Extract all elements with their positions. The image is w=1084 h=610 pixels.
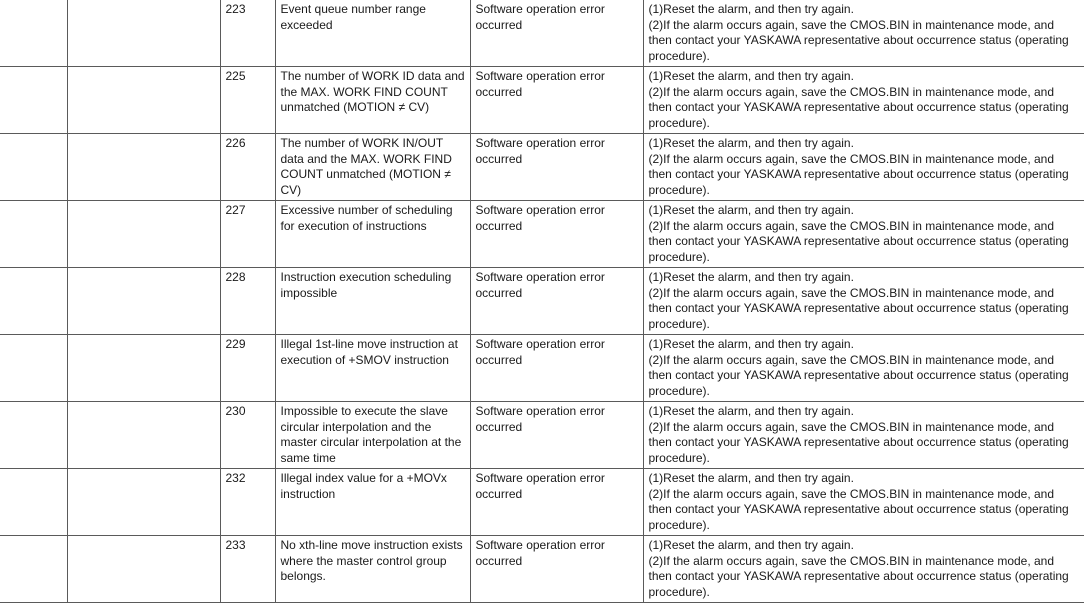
sub-code-cell: 225 [220, 67, 275, 134]
cause-cell: Software operation error occurred [470, 134, 643, 201]
description-cell: No xth-line move instruction exists where the master control group belongs. [275, 536, 470, 603]
sub-code-cell: 230 [220, 402, 275, 469]
cause-cell: Software operation error occurred [470, 268, 643, 335]
table-row [0, 201, 1084, 268]
table-row [0, 67, 1084, 134]
remedy-step-2: (2)If the alarm occurs again, save the CMOS.BIN in maintenance mode, and then contact your YASKAWA representative about occurrence status (operating procedure). [648, 218, 1069, 264]
sub-code-cell: 226 [220, 134, 275, 201]
description-cell: The number of WORK ID data and the MAX. WORK FIND COUNT unmatched (MOTION ≠ CV) [275, 67, 470, 134]
blank-cell [67, 67, 220, 134]
remedy-cell [643, 536, 1084, 603]
description-cell: Excessive number of scheduling for execution of instructions [275, 201, 470, 268]
blank-cell [67, 469, 220, 536]
blank-cell [67, 335, 220, 402]
remedy-step-1: (1)Reset the alarm, and then try again. [648, 203, 854, 217]
blank-cell [67, 134, 220, 201]
remedy-step-1: (1)Reset the alarm, and then try again. [648, 337, 854, 351]
remedy-cell [643, 0, 1084, 67]
remedy-step-2: (2)If the alarm occurs again, save the CMOS.BIN in maintenance mode, and then contact your YASKAWA representative about occurrence status (operating procedure). [648, 553, 1069, 599]
remedy-cell [643, 402, 1084, 469]
blank-cell [67, 0, 220, 67]
sub-code-cell: 227 [220, 201, 275, 268]
table-row [0, 536, 1084, 603]
description-cell: Illegal 1st-line move instruction at execution of +SMOV instruction [275, 335, 470, 402]
table-row [0, 469, 1084, 536]
blank-cell [0, 0, 67, 67]
sub-code-cell: 223 [220, 0, 275, 67]
remedy-step-2: (2)If the alarm occurs again, save the CMOS.BIN in maintenance mode, and then contact your YASKAWA representative about occurrence status (operating procedure). [648, 84, 1069, 130]
remedy-cell [643, 268, 1084, 335]
remedy-step-1: (1)Reset the alarm, and then try again. [648, 136, 854, 150]
cause-cell: Software operation error occurred [470, 335, 643, 402]
description-cell: Instruction execution scheduling impossible [275, 268, 470, 335]
remedy-step-2: (2)If the alarm occurs again, save the CMOS.BIN in maintenance mode, and then contact your YASKAWA representative about occurrence status (operating procedure). [648, 17, 1069, 63]
remedy-step-2: (2)If the alarm occurs again, save the CMOS.BIN in maintenance mode, and then contact your YASKAWA representative about occurrence status (operating procedure). [648, 352, 1069, 398]
remedy-step-1: (1)Reset the alarm, and then try again. [648, 2, 854, 16]
blank-cell [67, 402, 220, 469]
table-row [0, 134, 1084, 201]
sub-code-cell: 228 [220, 268, 275, 335]
remedy-step-1: (1)Reset the alarm, and then try again. [648, 404, 854, 418]
remedy-step-2: (2)If the alarm occurs again, save the CMOS.BIN in maintenance mode, and then contact your YASKAWA representative about occurrence status (operating procedure). [648, 419, 1069, 465]
blank-cell [67, 268, 220, 335]
sub-code-cell: 232 [220, 469, 275, 536]
remedy-cell [643, 335, 1084, 402]
cause-cell: Software operation error occurred [470, 469, 643, 536]
sub-code-cell: 229 [220, 335, 275, 402]
table-row [0, 335, 1084, 402]
blank-cell [0, 134, 67, 201]
table-row [0, 402, 1084, 469]
blank-cell [0, 536, 67, 603]
description-cell: The number of WORK IN/OUT data and the MAX. WORK FIND COUNT unmatched (MOTION ≠ CV) [275, 134, 470, 201]
remedy-step-2: (2)If the alarm occurs again, save the CMOS.BIN in maintenance mode, and then contact your YASKAWA representative about occurrence status (operating procedure). [648, 486, 1069, 532]
description-cell: Illegal index value for a +MOVx instruction [275, 469, 470, 536]
blank-cell [0, 469, 67, 536]
cause-cell: Software operation error occurred [470, 402, 643, 469]
remedy-step-1: (1)Reset the alarm, and then try again. [648, 270, 854, 284]
table-row [0, 0, 1084, 67]
description-cell: Impossible to execute the slave circular interpolation and the master circular interpolation at the same time [275, 402, 470, 469]
cause-cell: Software operation error occurred [470, 536, 643, 603]
remedy-cell [643, 134, 1084, 201]
remedy-cell [643, 67, 1084, 134]
blank-cell [0, 67, 67, 134]
description-cell: Event queue number range exceeded [275, 0, 470, 67]
blank-cell [67, 201, 220, 268]
cause-cell: Software operation error occurred [470, 0, 643, 67]
remedy-step-1: (1)Reset the alarm, and then try again. [648, 538, 854, 552]
cause-cell: Software operation error occurred [470, 201, 643, 268]
remedy-step-1: (1)Reset the alarm, and then try again. [648, 69, 854, 83]
blank-cell [0, 268, 67, 335]
cause-cell: Software operation error occurred [470, 67, 643, 134]
remedy-step-1: (1)Reset the alarm, and then try again. [648, 471, 854, 485]
sub-code-cell: 233 [220, 536, 275, 603]
remedy-step-2: (2)If the alarm occurs again, save the CMOS.BIN in maintenance mode, and then contact your YASKAWA representative about occurrence status (operating procedure). [648, 285, 1069, 331]
blank-cell [67, 536, 220, 603]
blank-cell [0, 201, 67, 268]
remedy-cell [643, 469, 1084, 536]
remedy-cell [643, 201, 1084, 268]
blank-cell [0, 402, 67, 469]
table-row [0, 268, 1084, 335]
blank-cell [0, 335, 67, 402]
remedy-step-2: (2)If the alarm occurs again, save the CMOS.BIN in maintenance mode, and then contact your YASKAWA representative about occurrence status (operating procedure). [648, 151, 1069, 197]
